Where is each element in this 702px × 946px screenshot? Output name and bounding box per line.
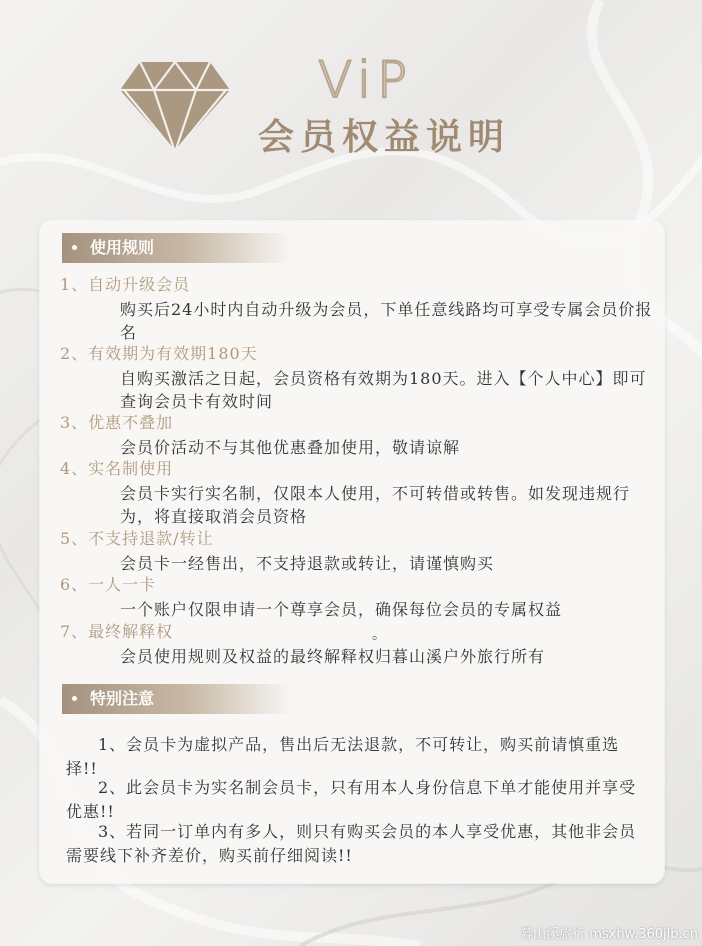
bullet-dot-icon: [72, 245, 77, 250]
rule-desc: 会员价活动不与其他优惠叠加使用，敬请谅解: [120, 438, 461, 457]
rule-desc: 会员卡实行实名制，仅限本人使用，不可转借或转售。如发现违规行为，将直接取消会员资格: [120, 484, 631, 526]
notice-section-label: 特别注意: [90, 689, 155, 708]
rule-desc: 会员卡一经售出，不支持退款或转让，请谨慎购买: [120, 554, 495, 573]
rule-title: 3、优惠不叠加: [60, 413, 174, 432]
stray-punctuation: 。: [372, 627, 386, 643]
rules-section-header: [62, 233, 292, 263]
rule-title: 5、不支持退款/转让: [60, 529, 214, 548]
watermark-text: 暮山溪旅行 msxhw.360jlb.cn: [520, 927, 698, 942]
notice-item: 2、此会员卡为实名制会员卡，只有用本人身份信息下单才能使用并享受优惠!!: [66, 778, 637, 821]
vip-logo-text: ViP: [318, 51, 414, 109]
rule-desc: 购买后24小时内自动升级为会员，下单任意线路均可享受专属会员价报名: [120, 300, 653, 342]
rules-section-label: 使用规则: [90, 238, 155, 257]
diamond-icon: [120, 56, 230, 156]
rule-title: 1、自动升级会员: [60, 275, 191, 294]
rule-desc: 一个账户仅限申请一个尊享会员，确保每位会员的专属权益: [120, 600, 563, 619]
rule-title: 4、实名制使用: [60, 459, 174, 478]
rule-title: 7、最终解释权: [60, 622, 174, 641]
notice-item: 3、若同一订单内有多人，则只有购买会员的本人享受优惠，其他非会员需要线下补齐差价，购买前仔细阅读!!: [66, 822, 637, 865]
rule-title: 6、一人一卡: [60, 575, 157, 594]
page-title: 会员权益说明: [258, 116, 511, 158]
rule-title: 2、有效期为有效期180天: [60, 344, 258, 363]
rule-desc: 自购买激活之日起，会员资格有效期为180天。进入【个人中心】即可查询会员卡有效时间: [120, 369, 647, 411]
notice-item: 1、会员卡为虚拟产品，售出后无法退款，不可转让，购买前请慎重选择!!: [66, 735, 620, 778]
bullet-dot-icon: [72, 696, 77, 701]
rule-desc: 会员使用规则及权益的最终解释权归暮山溪户外旅行所有: [120, 647, 546, 666]
notice-section-header: [62, 684, 292, 714]
